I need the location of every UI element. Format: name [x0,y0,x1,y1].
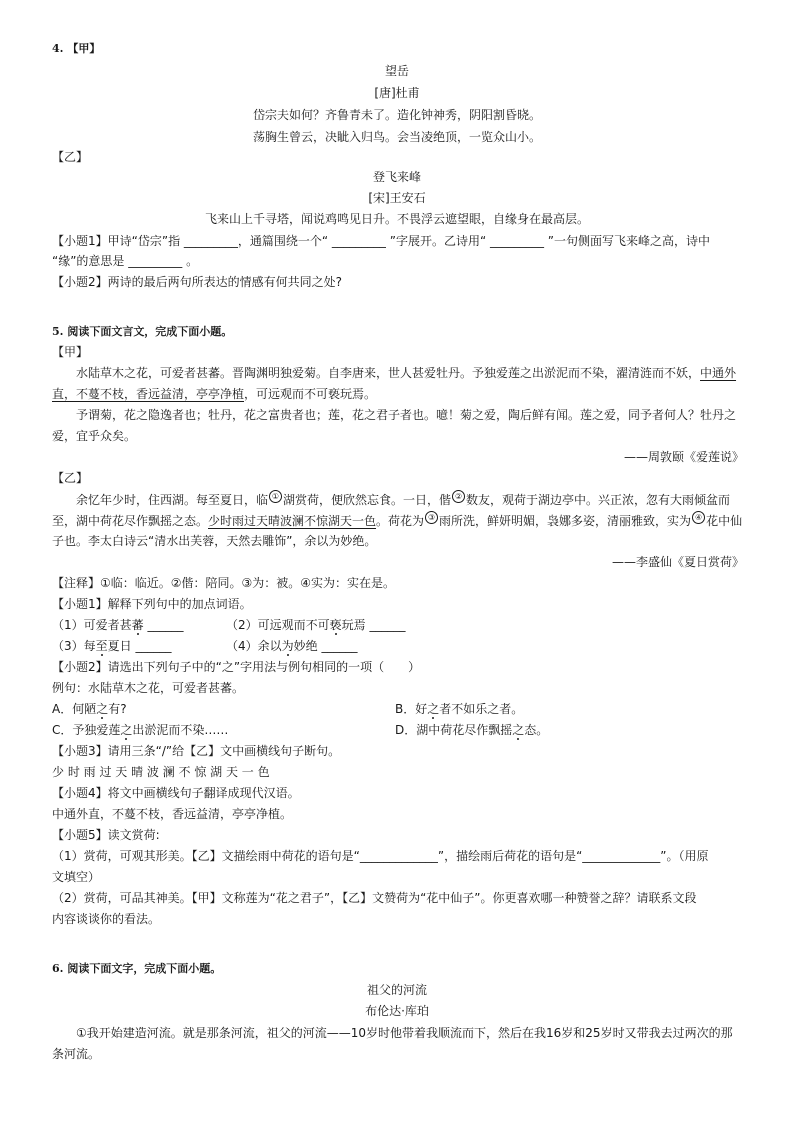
poem2-title: 登飞来峰 [372,170,421,184]
jia-p2-line1: 予谓菊，花之隐逸者也；牡丹，花之富贵者也；莲，花之君子者也。噫！菊之爱，陶后鲜有闻。莲之爱，同予者何人？牡丹之 [76,408,737,422]
notes: 【注释】①临：临近。②偕：陪同。③为：被。④实为：实在是。 [52,576,396,590]
option-b: B．好之者不如乐之者。 [395,702,524,716]
jia-source: ——周敦颐《爱莲说》 [623,450,744,464]
q4-heading: 4. 【甲】 [52,42,101,55]
q5-yi-label: 【乙】 [52,471,89,485]
jia-underlined-part1: 中通外 [700,366,737,380]
q5-sub1-item3: （3）每至夏日 ______ [52,639,172,653]
option-d: D．湖中荷花尽作飘摇之态。 [395,723,549,737]
q6-title: 祖父的河流 [366,983,427,997]
q5-sub4-sentence: 中通外直，不蔓不枝，香远益清，亭亭净植。 [52,807,293,821]
q6-p1-line1: ①我开始建造河流。就是那条河流，祖父的河流——10岁时他带着我顺流而下，然后在我16岁和25岁时又带我去过两次的那 [76,1026,733,1040]
jia-p2-line2: 爱，宜乎众矣。 [52,429,137,443]
option-a: A．何陋之有? [52,702,127,716]
q5-sub1-item2: （2）可远观而不可亵玩焉 ______ [226,618,406,632]
poem1-title: 望岳 [384,64,409,78]
yi-underlined-sentence: 少时雨过天晴波澜不惊湖天一色 [208,514,377,528]
note-marker-3: ③ [425,511,438,524]
q6-author: 布伦达·库珀 [365,1004,429,1018]
q5-heading: 5. 阅读下面文言文，完成下面小题。 [52,325,233,338]
yi-p1-line1: 余忆年少时，住西湖。每至夏日，临 ① 湖赏荷，便欣然忘食。一日，偕 ② 数友，观荷于湖边亭中。兴正浓，忽有大雨倾盆而 [76,492,731,507]
jia-underlined-part2: 直，不蔓不枝，香远益清，亭亭净植 [52,387,245,401]
yi-p1-line3: 子也。李太白诗云“清水出芙蓉，天然去雕饰”，余以为妙绝。 [52,534,377,548]
q5-sub1: 【小题1】解释下列句中的加点词语。 [52,597,252,611]
poem1-author: [唐]杜甫 [374,86,420,100]
q5-sub5-item1-line2: 文填空） [52,870,101,884]
q5-sub5-item2-line2: 内容谈谈你的看法。 [52,912,161,926]
poem2-line1: 飞来山上千寻塔，闻说鸡鸣见日升。不畏浮云遮望眼，自缘身在最高层。 [204,212,589,226]
q5-sub5: 【小题5】读文赏荷: [52,828,160,842]
q5-sub5-item1-line1: （1）赏荷，可观其形美。【乙】文描绘雨中荷花的语句是“_____________”，描绘雨后荷花的语句是“_____________”。（用原 [52,849,709,863]
poem2-author: [宋]王安石 [368,191,426,205]
option-c: C．予独爱莲之出淤泥而不染…… [52,723,229,737]
q5-sub3-sentence: 少 时 雨 过 天 晴 波 澜 不 惊 湖 天 一 色 [52,765,270,779]
q5-sub1-item1: （1）可爱者甚蕃 ______ [52,618,184,632]
q5-jia-label: 【甲】 [52,345,89,359]
q5-sub2-example: 例句：水陆草木之花，可爱者甚蕃。 [52,681,245,695]
q5-sub2: 【小题2】请选出下列句子中的“之”字用法与例句相同的一项（ ） [52,660,421,674]
q5-sub5-item2-line1: （2）赏荷，可品其神美。【甲】文称莲为“花之君子”，【乙】文赞荷为“花中仙子”。你更喜欢哪一种赞誉之辞？请联系文段 [52,891,697,905]
q5-sub1-item4: （4）余以为妙绝 ______ [226,639,358,653]
q4-sub2: 【小题2】两诗的最后两句所表达的情感有何共同之处? [52,275,343,289]
q4-sub1-line2: “缘”的意思是 _________ 。 [52,254,199,268]
q5-sub4: 【小题4】将文中画横线句子翻译成现代汉语。 [52,786,300,800]
yi-source: ——李盛仙《夏日赏荷》 [611,555,744,569]
yi-p1-line2: 至，湖中荷花尽作飘摇之态。少时雨过天晴波澜不惊湖天一色。荷花为 ③ 雨所洗，鲜妍明媚，袅娜多姿，清丽雅致，实为 ④ 花中仙 [52,513,743,528]
poem1-line2: 荡胸生曾云，决眦入归鸟。会当凌绝顶，一览众山小。 [252,130,541,144]
q4-sub1-line1: 【小题1】甲诗“岱宗”指 _________，通篇围绕一个“ _________ ”字展开。乙诗用“ _________ ”一句侧面写飞来峰之高，诗中 [52,234,711,248]
poem1-line1: 岱宗夫如何？齐鲁青未了。造化钟神秀，阴阳割昏晓。 [252,108,541,122]
note-marker-1: ① [269,490,282,503]
q6-p1-line2: 条河流。 [52,1047,101,1061]
note-marker-4: ④ [692,511,705,524]
note-marker-2: ② [452,490,465,503]
q4-yi-label: 【乙】 [52,150,89,164]
q6-heading: 6. 阅读下面文字，完成下面小题。 [52,962,222,975]
jia-p1-line1: 水陆草木之花，可爱者甚蕃。晋陶渊明独爱菊。自李唐来，世人甚爱牡丹。予独爱莲之出淤泥而不染，濯清涟而不妖，中通外 [76,366,737,380]
q5-sub3: 【小题3】请用三条“/”给【乙】文中画横线句子断句。 [52,744,341,758]
jia-p1-line2: 直，不蔓不枝，香远益清，亭亭净植，可远观而不可亵玩焉。 [52,387,377,401]
